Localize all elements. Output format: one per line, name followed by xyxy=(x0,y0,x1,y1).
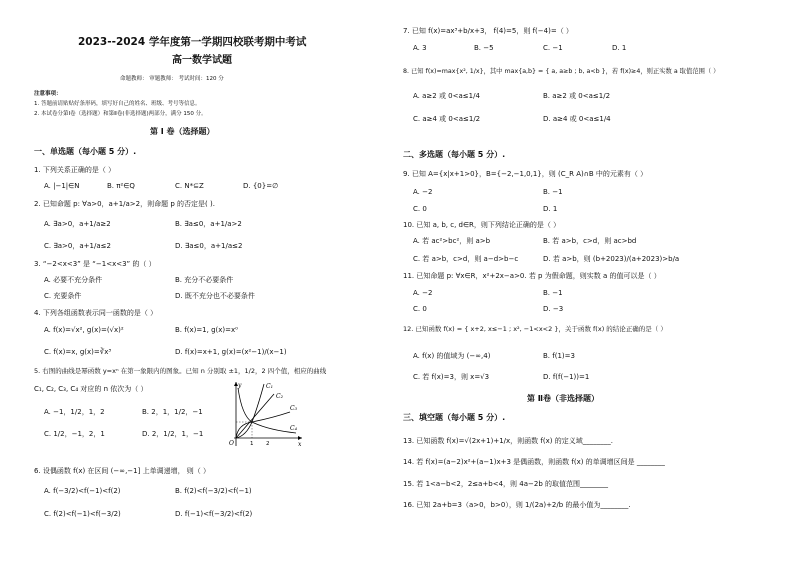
notice-2: 2. 本试卷分第Ⅰ卷（选择题）和第Ⅱ卷(非选择题)两部分，满分 150 分。 xyxy=(34,111,207,117)
q10-option-a: A. 若 ac²>bc²，则 a>b xyxy=(413,237,491,245)
tick-2: 2 xyxy=(266,441,270,447)
exam-meta: 命题教师： 审题教师： 考试时间：120 分 xyxy=(120,76,224,82)
q9-option-a: A. −2 xyxy=(413,188,433,196)
q11-option-b: B. −1 xyxy=(543,289,563,297)
q1-option-a: A. |−1|∈N xyxy=(44,182,80,190)
q4-option-a: A. f(x)=√x², g(x)=(√x)² xyxy=(44,326,124,334)
notice-title: 注意事项： xyxy=(34,91,62,97)
q2-option-a: A. ∃a>0，a+1/a≥2 xyxy=(44,220,111,228)
q11-option-d: D. −3 xyxy=(543,305,564,313)
q8-option-b: B. a≥2 或 0<a≤1/2 xyxy=(543,92,611,100)
power-function-graph xyxy=(224,378,306,450)
label-c1: C₁ xyxy=(266,383,273,390)
origin-label: O xyxy=(229,440,234,447)
exam-subtitle: 高一数学试题 xyxy=(172,55,232,66)
q10-option-c: C. 若 a>b，c>d，则 a−d>b−c xyxy=(413,255,519,263)
q7-option-b: B. −5 xyxy=(474,44,494,52)
q12-option-b: B. f(1)=3 xyxy=(543,352,575,360)
label-c4: C₄ xyxy=(290,425,297,432)
section2-heading: 二、多选题（每小题 5 分）. xyxy=(403,150,506,159)
question-10: 10. 已知 a, b, c, d∈R，则下列结论正确的是（ ） xyxy=(403,221,561,229)
section1-heading: 一、单选题（每小题 5 分）. xyxy=(34,147,137,156)
q7-option-c: C. −1 xyxy=(543,44,563,52)
q6-option-b: B. f(2)<f(−3/2)<f(−1) xyxy=(175,487,252,495)
question-7: 7. 已知 f(x)=ax³+b/x+3， f(4)=5，则 f(−4)=（ ） xyxy=(403,27,573,35)
question-11: 11. 已知命题 p: ∀x∈R，x²+2x−a>0. 若 p 为假命题，则实数 a 的值可以是（ ） xyxy=(403,272,661,280)
q1-option-c: C. N*⊆Z xyxy=(175,182,204,190)
q10-option-b: B. 若 a>b，c>d，则 ac>bd xyxy=(543,237,637,245)
question-8: 8. 已知 f(x)=max{x², 1/x}，其中 max{a,b} = { a, a≥b ; b, a<b }，若 f(x)≥4，则正实数 a 取值范围（ ） xyxy=(403,68,720,75)
y-axis-label: y xyxy=(238,382,242,389)
q7-option-d: D. 1 xyxy=(612,44,627,52)
exam-title: 2023--2024 学年度第一学期四校联考期中考试 xyxy=(78,36,307,48)
section3-heading: 三、填空题（每小题 5 分）. xyxy=(403,413,506,422)
q2-option-d: D. ∃a≤0，a+1/a≤2 xyxy=(175,242,243,250)
notice-1: 1. 答题前请贴贴好条形码，填写好自己的姓名、班级、考号等信息。 xyxy=(34,101,201,107)
question-3: 3. “−2<x<3” 是 “−1<x<3” 的（ ） xyxy=(34,260,156,268)
q6-option-c: C. f(2)<f(−1)<f(−3/2) xyxy=(44,510,121,518)
question-13: 13. 已知函数 f(x)=√(2x+1)+1/x，则函数 f(x) 的定义域________. xyxy=(403,437,613,445)
question-16: 16. 已知 2a+b=3（a>0，b>0），则 1/(2a)+2/b 的最小值为________. xyxy=(403,501,631,509)
x-axis-arrow xyxy=(298,436,302,440)
q4-option-d: D. f(x)=x+1, g(x)=(x²−1)/(x−1) xyxy=(175,348,287,356)
q3-option-d: D. 既不充分也不必要条件 xyxy=(175,292,255,300)
q8-option-a: A. a≥2 或 0<a≤1/4 xyxy=(413,92,480,100)
tick-1: 1 xyxy=(250,441,254,447)
q5-option-b: B. 2，1，1/2，−1 xyxy=(142,408,203,416)
curve-c2 xyxy=(236,394,274,438)
question-12: 12. 已知函数 f(x) = { x+2, x≤−1 ; x², −1<x<2 }，关于函数 f(x) 的结论正确的是（ ） xyxy=(403,325,667,333)
question-9: 9. 已知 A={x|x+1>0}，B={−2,−1,0,1}，则 (C_R A)∩B 中的元素有（ ） xyxy=(403,170,648,178)
q3-option-b: B. 充分不必要条件 xyxy=(175,276,234,284)
question-5-line2: C₁, C₂, C₃, C₄ 对应的 n 依次为（ ） xyxy=(34,385,148,393)
question-15: 15. 若 1<a−b<2，2≤a+b<4，则 4a−2b 的取值范围________ xyxy=(403,480,609,488)
q9-option-c: C. 0 xyxy=(413,205,427,213)
q1-option-b: B. π²∈Q xyxy=(107,182,135,190)
q9-option-d: D. 1 xyxy=(543,205,558,213)
q11-option-c: C. 0 xyxy=(413,305,427,313)
q7-option-a: A. 3 xyxy=(413,44,427,52)
label-c3: C₃ xyxy=(290,405,297,412)
x-axis-label: x xyxy=(298,441,302,448)
question-2: 2. 已知命题 p: ∀a>0，a+1/a>2，则命题 p 的否定是( ). xyxy=(34,200,215,208)
q4-option-b: B. f(x)=1, g(x)=x⁰ xyxy=(175,326,238,334)
question-4: 4. 下列各组函数表示同一函数的是（ ） xyxy=(34,309,158,317)
q12-option-c: C. 若 f(x)=3，则 x=√3 xyxy=(413,373,490,381)
q6-option-d: D. f(−1)<f(−3/2)<f(2) xyxy=(175,510,253,518)
q5-option-a: A. −1，1/2，1，2 xyxy=(44,408,105,416)
q1-option-d: D. {0}=∅ xyxy=(243,182,279,190)
q8-option-c: C. a≥4 或 0<a≤1/2 xyxy=(413,115,481,123)
question-5: 5. 右图的曲线是幂函数 y=xⁿ 在第一象限内的图象。已知 n 分别取 ±1，1/2，2 四个值，相应的曲线 xyxy=(34,367,327,375)
label-c2: C₂ xyxy=(276,393,283,400)
q2-option-b: B. ∃a≤0，a+1/a>2 xyxy=(175,220,242,228)
question-6: 6. 设偶函数 f(x) 在区间 (−∞,−1] 上单调递增， 则（ ） xyxy=(34,467,211,475)
q6-option-a: A. f(−3/2)<f(−1)<f(2) xyxy=(44,487,121,495)
q12-option-a: A. f(x) 的值域为 (−∞,4) xyxy=(413,352,491,360)
q2-option-c: C. ∃a>0，a+1/a≤2 xyxy=(44,242,111,250)
q5-option-d: D. 2，1/2，1，−1 xyxy=(142,430,204,438)
q5-option-c: C. 1/2，−1，2，1 xyxy=(44,430,105,438)
curve-c4 xyxy=(238,388,296,433)
question-14: 14. 若 f(x)=(a−2)x²+(a−1)x+3 是偶函数，则函数 f(x) 的单调增区间是 ________ xyxy=(403,458,665,466)
q9-option-b: B. −1 xyxy=(543,188,563,196)
q3-option-c: C. 充要条件 xyxy=(44,292,82,300)
question-1: 1. 下列关系正确的是（ ） xyxy=(34,166,116,174)
q12-option-d: D. f(f(−1))=1 xyxy=(543,373,590,381)
part2-heading: 第 Ⅱ卷（非选择题） xyxy=(527,394,600,403)
q4-option-c: C. f(x)=x, g(x)=∛x³ xyxy=(44,348,112,356)
q8-option-d: D. a≥4 或 0<a≤1/4 xyxy=(543,115,611,123)
q11-option-a: A. −2 xyxy=(413,289,433,297)
q3-option-a: A. 必要不充分条件 xyxy=(44,276,103,284)
q10-option-d: D. 若 a>b，则 (b+2023)/(a+2023)>b/a xyxy=(543,255,680,263)
part1-heading: 第 Ⅰ 卷（选择题） xyxy=(150,127,215,136)
